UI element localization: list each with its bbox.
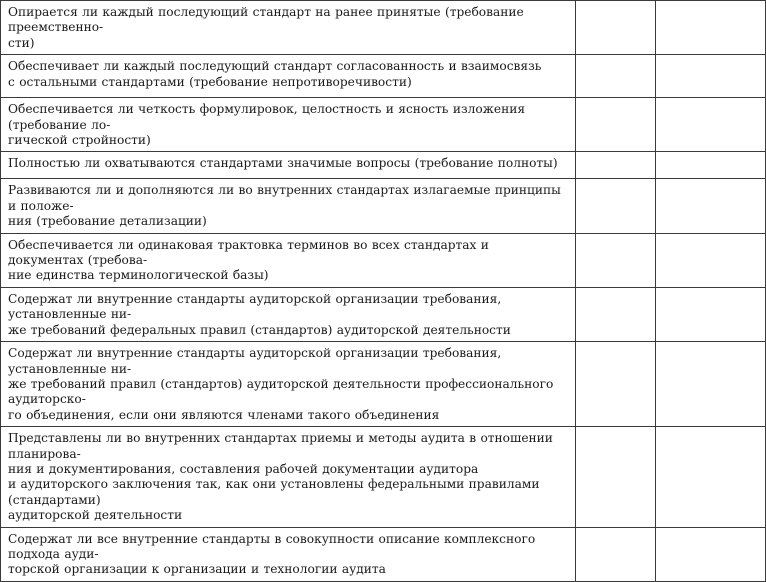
question-line: Обеспечивает ли каждый последующий стандарт согласованность и взаимосвязь (8, 59, 542, 74)
answer-cell-a[interactable] (576, 427, 656, 527)
answer-cell-b[interactable] (656, 152, 766, 179)
answer-cell-a[interactable] (576, 527, 656, 581)
question-line: торской организации к организации и технологии аудита (8, 562, 386, 577)
answer-cell-b[interactable] (656, 1, 766, 55)
table-row (1, 233, 766, 287)
question-cell (1, 98, 576, 152)
question-cell (1, 527, 576, 581)
question-line: и аудиторского заключения так, как они установлены федеральными правилами (стандартами) (8, 477, 540, 507)
answer-cell-b[interactable] (656, 342, 766, 427)
table-row (1, 179, 766, 233)
question-line: Содержат ли внутренние стандарты аудиторской организации требования, установленные ни- (8, 291, 502, 322)
question-cell (1, 179, 576, 233)
question-line: сти) (8, 35, 35, 50)
table-row (1, 427, 766, 527)
question-cell (1, 342, 576, 427)
table-row (1, 1, 766, 55)
question-line: Развиваются ли и дополняются ли во внутренних стандартах излагаемые принципы и положе- (8, 183, 561, 213)
question-line: Обеспечивается ли одинаковая трактовка терминов во всех стандартах и документах (требова- (8, 237, 489, 268)
question-line: же требований правил (стандартов) аудиторской деятельности профессионального аудиторско- (8, 376, 554, 407)
answer-cell-a[interactable] (576, 152, 656, 179)
question-cell (1, 287, 576, 341)
question-line: го объединения, если они являются членами такого объединения (8, 407, 440, 422)
answer-cell-a[interactable] (576, 55, 656, 98)
question-line: Представлены ли во внутренних стандартах приемы и методы аудита в отношении планирова- (8, 431, 553, 461)
answer-cell-a[interactable] (576, 233, 656, 287)
answer-cell-a[interactable] (576, 342, 656, 427)
question-cell (1, 152, 576, 179)
table-row (1, 55, 766, 98)
answer-cell-a[interactable] (576, 287, 656, 341)
answer-cell-a[interactable] (576, 1, 656, 55)
question-line: Опирается ли каждый последующий стандарт на ранее принятые (требование преемственно- (8, 5, 524, 35)
question-line: аудиторской деятельности (8, 508, 183, 523)
question-line: Полностью ли охватываются стандартами значимые вопросы (требование полноты) (8, 156, 558, 171)
question-line: Обеспечивается ли четкость формулировок, целостность и ясность изложения (требование ло- (8, 102, 526, 132)
question-line: Содержат ли внутренние стандарты аудиторской организации требования, установленные ни- (8, 346, 502, 376)
question-line: ния и документирования, составления рабочей документации аудитора (8, 461, 479, 476)
table-row (1, 287, 766, 341)
answer-cell-b[interactable] (656, 98, 766, 152)
answer-cell-b[interactable] (656, 179, 766, 233)
question-cell (1, 1, 576, 55)
answer-cell-b[interactable] (656, 287, 766, 341)
question-line: гической стройности) (8, 133, 151, 148)
table-row (1, 527, 766, 581)
answer-cell-b[interactable] (656, 233, 766, 287)
answer-cell-b[interactable] (656, 527, 766, 581)
answer-cell-b[interactable] (656, 427, 766, 527)
question-cell (1, 427, 576, 527)
question-line: же требований федеральных правил (стандартов) аудиторской деятельности (8, 322, 511, 337)
question-cell (1, 55, 576, 98)
table-row (1, 342, 766, 427)
answer-cell-b[interactable] (656, 55, 766, 98)
question-line: ние единства терминологической базы) (8, 268, 269, 283)
table-row (1, 98, 766, 152)
question-line: Содержат ли все внутренние стандарты в совокупности описание комплексного подхода ауди- (8, 531, 536, 561)
question-line: ния (требование детализации) (8, 214, 207, 229)
table-row (1, 152, 766, 179)
answer-cell-a[interactable] (576, 179, 656, 233)
answer-cell-a[interactable] (576, 98, 656, 152)
question-line: с остальными стандартами (требование непротиворечивости) (8, 74, 412, 89)
question-cell (1, 233, 576, 287)
